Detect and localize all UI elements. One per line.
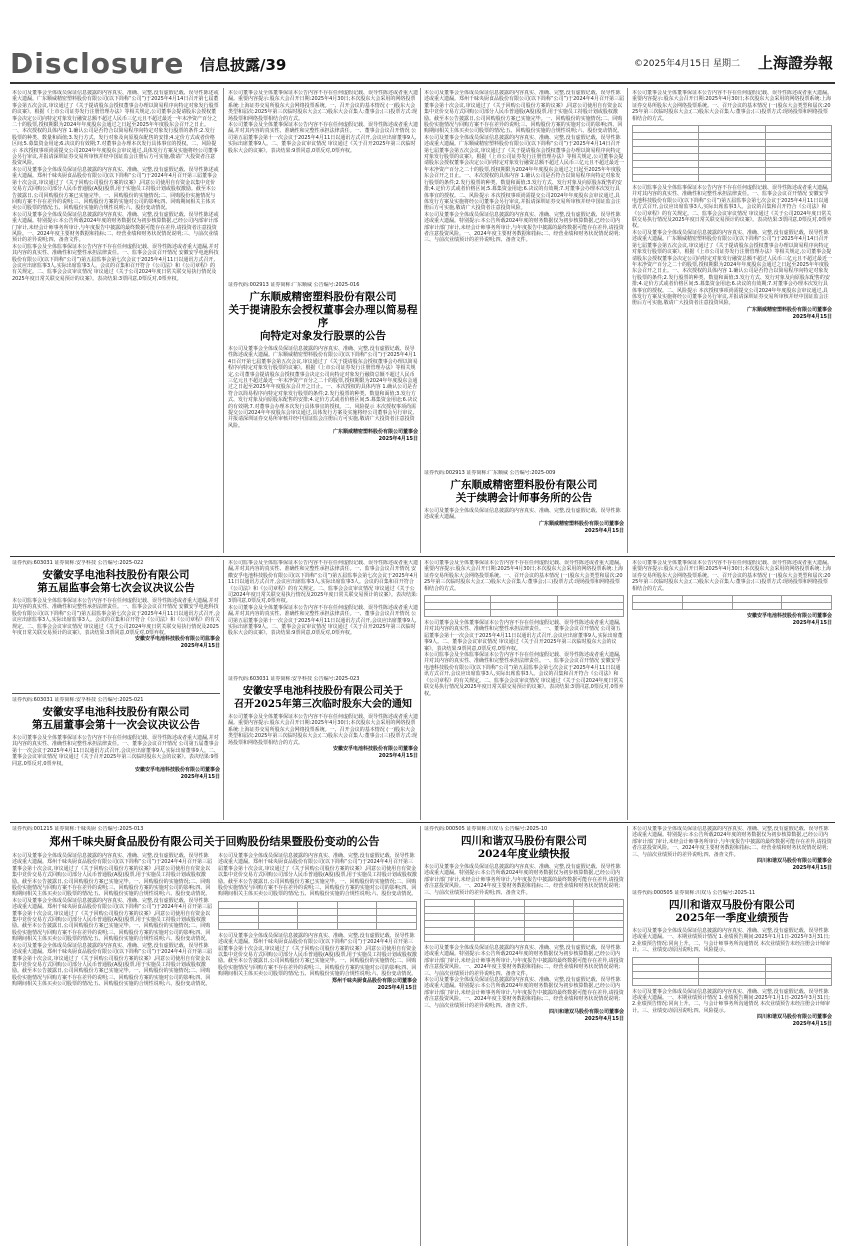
- article-body: 本公司及董事会全体成员保证信息披露的内容真实、准确、完整,没有虚假记载、误导性陈述或重大遗漏。特别提示:本公告所载2024年度的财务数据仅为初步核算数据,已经公司内部审计部门审计,未经会计师事务所审计,与年度报告中披露的最终数据可能存在差异,请投资者注意投资风险。一、2024年度主要财务数据和指标;二、经营业绩和财务状况情况说明;三、与前次业绩预计的差异说明;四、备查文件。: [424, 977, 624, 1009]
- article-body: 本公司及董事会全体成员保证信息披露的内容真实、准确、完整,没有虚假记载、误导性陈述或重大遗漏。广东顺威精密塑料股份有限公司(以下简称“公司”)于2025年4月14日召开第七届董事会第五次会议,审议通过了《关于提请股东会授权董事会办理以简易程序向特定对象发行股票的议案》。根据《上市公司证券发行注册管理办法》等相关规定,公司董事会提请股东会授权董事会决定公司向特定对象发行融资总额不超过人民币三亿元且不超过最近一年末净资产百分之二十的股票,授权期限为2024年年度股东会通过之日起至2025年年度股东会召开之日止。一、本次授权的具体内容 1.确认公司是否符合以简易程序向特定对象发行股票的条件;2.发行股票的种类、数量和面值;3.发行方式、发行对象及向原股东配售的安排;4.定价方式或者价格区间;5.募集资金用途;6.决议的有效期;7.对董事会办理本次发行具体事宜的授权。二、风险提示 本次授权事项尚需提交公司2024年年度股东会审议通过,具体发行方案及实施将经公司董事会另行审议,并报请深圳证券交易所审核并经中国证监会注册后方可实施,敬请广大投资者注意投资风险。: [632, 229, 832, 307]
- article-body: 本公司董事会及全体董事保证本公告内容不存在任何虚假记载、误导性陈述或者重大遗漏,并对其内容的真实性、准确性和完整性承担法律责任。一、董事会会议召开情况 公司第五届董事会第十一次会议于2025年4月11日以通讯方式召开,会议应出席董事9人,实际出席董事9人。二、董事会会议审议情况 审议通过《关于召开2025年第三次临时股东大会的议案》。表决结果:9票同意,0票反对,0票弃权。: [228, 604, 418, 637]
- issue-date: ©2025年4月15日 星期二: [634, 59, 740, 69]
- article-header: 证券代码:002913 证券简称:广东顺威 公告编号:2025-016: [228, 282, 360, 288]
- article-header: 证券代码:001215 证券简称:千味央厨 公告编号:2025-013: [12, 826, 144, 832]
- article-signature: 四川和谐双马股份有限公司董事会 2025年4月15日: [548, 1009, 624, 1023]
- article-body: 本公司及董事会全体成员保证信息披露的内容真实、准确、完整,没有虚假记载、误导性陈述或重大遗漏。郑州千味央厨食品股份有限公司(以下简称“公司”)于2024年4月召开第三届董事会第十次会议,审议通过了《关于回购公司股份方案的议案》,同意公司使用自有资金以集中竞价交易方式回购公司部分人民币普通股(A股)股票,用于实施员工持股计划或股权激励。截至本公告披露日,公司回购股份方案已实施完毕。一、回购股份的实施情况;二、回购股份实施情况与回购方案不存在差异的说明;三、回购股份方案的实施对公司的影响;四、回购期间相关主体买卖公司股票的情况;五、回购股份实施的合规性说明;六、股份变动情况。: [424, 90, 624, 135]
- article-title: 广东顺威精密塑料股份有限公司 关于续聘会计师事务所的公告: [450, 479, 598, 504]
- article-body: 本公司监事会及全体监事保证本公告内容不存在任何虚假记载、误导性陈述或者重大遗漏,并对其内容的真实性、准确性和完整性承担法律责任。一、监事会会议召开情况 安徽安孚电池科技股份有限公司(以下简称“公司”)第五届监事会第七次会议于2025年4月11日以通讯方式召开,会议应出席监事3人,实际出席监事3人。会议的召集和召开符合《公司法》和《公司章程》的有关规定。二、监事会会议审议情况 审议通过《关于公司2024年度日常关联交易执行情况及2025年度日常关联交易预计的议案》。表决结果:3票同意,0票反对,0票弃权。: [12, 243, 219, 282]
- article-body: 本公司及董事会全体成员保证信息披露的内容真实、准确、完整,没有虚假记载、误导性陈述或重大遗漏。郑州千味央厨食品股份有限公司(以下简称“公司”)于2024年4月召开第三届董事会第十次会议,审议通过了《关于回购公司股份方案的议案》,同意公司使用自有资金以集中竞价交易方式回购公司部分人民币普通股(A股)股票,用于实施员工持股计划或股权激励。截至本公告披露日,公司回购股份方案已实施完毕。一、回购股份的实施情况;二、回购股份实施情况与回购方案不存在差异的说明;三、回购股份方案的实施对公司的影响;四、回购期间相关主体买卖公司股票的情况;五、回购股份实施的合规性说明;六、股份变动情况。: [12, 897, 212, 943]
- column-divider: [627, 560, 628, 820]
- article-body: 本公司及董事会全体成员保证信息披露的内容真实、准确、完整,没有虚假记载、误导性陈述或重大遗漏。特别提示:本公告所载2024年度的财务数据仅为初步核算数据,已经公司内部审计部门审计,未经会计师事务所审计,与年度报告中披露的最终数据可能存在差异,请投资者注意投资风险。一、2024年度主要财务数据和指标;二、经营业绩和财务状况情况说明;三、与前次业绩预计的差异说明;四、备查文件。: [632, 826, 832, 858]
- article-body: 本公司及董事会全体成员保证信息披露的内容真实、准确、完整,没有虚假记载、误导性陈述或重大遗漏。郑州千味央厨食品股份有限公司(以下简称“公司”)于2024年4月召开第三届董事会第十次会议,审议通过了《关于回购公司股份方案的议案》,同意公司使用自有资金以集中竞价交易方式回购公司部分人民币普通股(A股)股票,用于实施员工持股计划或股权激励。截至本公告披露日,公司回购股份方案已实施完毕。一、回购股份的实施情况;二、回购股份实施情况与回购方案不存在差异的说明;三、回购股份方案的实施对公司的影响;四、回购期间相关主体买卖公司股票的情况;五、回购股份实施的合规性说明;六、股份变动情况。: [12, 166, 219, 212]
- masthead: [10, 48, 835, 80]
- article-body: 本公司及董事会全体成员保证信息披露的内容真实、准确、完整,没有虚假记载、误导性陈述或重大遗漏。广东顺威精密塑料股份有限公司(以下简称“公司”)于2025年4月14日召开第七届董事会第五次会议,审议通过了《关于提请股东会授权董事会办理以简易程序向特定对象发行股票的议案》。根据《上市公司证券发行注册管理办法》等相关规定,公司董事会提请股东会授权董事会决定公司向特定对象发行融资总额不超过人民币三亿元且不超过最近一年末净资产百分之二十的股票,授权期限为2024年年度股东会通过之日起至2025年年度股东会召开之日止。一、本次授权的具体内容 1.确认公司是否符合以简易程序向特定对象发行股票的条件;2.发行股票的种类、数量和面值;3.发行方式、发行对象及向原股东配售的安排;4.定价方式或者价格区间;5.募集资金用途;6.决议的有效期;7.对董事会办理本次发行具体事宜的授权。二、风险提示 本次授权事项尚需提交公司2024年年度股东会审议通过,具体发行方案及实施将经公司董事会另行审议,并报请深圳证券交易所审核并经中国证监会注册后方可实施,敬请广大投资者注意投资风险。: [228, 346, 418, 429]
- article-body: 本公司及董事会全体成员保证信息披露的内容真实、准确、完整,没有虚假记载、误导性陈述或重大遗漏。郑州千味央厨食品股份有限公司(以下简称“公司”)于2024年4月召开第三届董事会第十次会议,审议通过了《关于回购公司股份方案的议案》,同意公司使用自有资金以集中竞价交易方式回购公司部分人民币普通股(A股)股票,用于实施员工持股计划或股权激励。截至本公告披露日,公司回购股份方案已实施完毕。一、回购股份的实施情况;二、回购股份实施情况与回购方案不存在差异的说明;三、回购股份方案的实施对公司的影响;四、回购期间相关主体买卖公司股票的情况;五、回购股份实施的合规性说明;六、股份变动情况。: [12, 942, 212, 988]
- article-body: 本公司董事会及全体董事保证本公告内容不存在任何虚假记载、误导性陈述或者重大遗漏。重要内容提示:股东大会召开日期:2025年4月30日;本次股东大会采用的网络投票系统:上海证券交易所股东大会网络投票系统。一、召开会议的基本情况 (一)股东大会类型和届次:2025年第三次临时股东大会;(二)股东大会召集人:董事会;(三)投票方式:现场投票和网络投票相结合的方式。: [228, 90, 418, 122]
- article-body: 本公司监事会及全体监事保证本公告内容不存在任何虚假记载、误导性陈述或者重大遗漏,并对其内容的真实性、准确性和完整性承担法律责任。一、监事会会议召开情况 安徽安孚电池科技股份有限公司(以下简称“公司”)第五届监事会第七次会议于2025年4月11日以通讯方式召开,会议应出席监事3人,实际出席监事3人。会议的召集和召开符合《公司法》和《公司章程》的有关规定。二、监事会会议审议情况 审议通过《关于公司2024年度日常关联交易执行情况及2025年度日常关联交易预计的议案》。表决结果:3票同意,0票反对,0票弃权。: [632, 185, 832, 230]
- article-body: 本公司及董事会全体成员保证信息披露的内容真实、准确、完整,没有虚假记载、误导性陈述或重大遗漏。特别提示:本公告所载2024年度的财务数据仅为初步核算数据,已经公司内部审计部门审计,未经会计师事务所审计,与年度报告中披露的最终数据可能存在差异,请投资者注意投资风险。一、2024年度主要财务数据和指标;二、经营业绩和财务状况情况说明;三、与前次业绩预计的差异说明;四、备查文件。: [424, 864, 624, 896]
- article-continuation: [228, 560, 418, 672]
- share-change-table: [218, 901, 417, 930]
- article-body: 本公司及董事会全体成员保证信息披露的内容真实、准确、完整,没有虚假记载、误导性陈述或重大遗漏。广东顺威精密塑料股份有限公司(以下简称“公司”)于2025年4月14日召开第七届董事会第五次会议,审议通过了《关于提请股东会授权董事会办理以简易程序向特定对象发行股票的议案》。根据《上市公司证券发行注册管理办法》等相关规定,公司董事会提请股东会授权董事会决定公司向特定对象发行融资总额不超过人民币三亿元且不超过最近一年末净资产百分之二十的股票,授权期限为2024年年度股东会通过之日起至2025年年度股东会召开之日止。一、本次授权的具体内容 1.确认公司是否符合以简易程序向特定对象发行股票的条件;2.发行股票的种类、数量和面值;3.发行方式、发行对象及向原股东配售的安排;4.定价方式或者价格区间;5.募集资金用途;6.决议的有效期;7.对董事会办理本次发行具体事宜的授权。二、风险提示 本次授权事项尚需提交公司2024年年度股东会审议通过,具体发行方案及实施将经公司董事会另行审议,并报请深圳证券交易所审核并经中国证监会注册后方可实施,敬请广大投资者注意投资风险。: [12, 90, 219, 167]
- article-signature: 四川和谐双马股份有限公司董事会 2025年4月15日: [756, 1014, 832, 1028]
- article-title: 四川和谐双马股份有限公司 2024年度业绩快报: [461, 835, 587, 860]
- article-title: 安徽安孚电池科技股份有限公司 第五届董事会第十一次会议决议公告: [32, 706, 200, 731]
- article-continuation: [632, 560, 832, 818]
- article-header: 证券代码:002913 证券简称:广东顺威 公告编号:2025-009: [424, 470, 556, 476]
- article-header: 证券代码:000505 证券简称:川双马 公告编号:2025-11: [632, 890, 756, 896]
- article-signature: 四川和谐双马股份有限公司董事会 2025年4月15日: [756, 858, 832, 872]
- column-divider: [223, 88, 224, 553]
- forecast-table: [632, 957, 832, 986]
- article-body: 本公司监事会及全体监事保证本公告内容不存在任何虚假记载、误导性陈述或者重大遗漏,并对其内容的真实性、准确性和完整性承担法律责任。一、监事会会议召开情况 安徽安孚电池科技股份有限公司(以下简称“公司”)第五届监事会第七次会议于2025年4月11日以通讯方式召开,会议应出席监事3人,实际出席监事3人。会议的召集和召开符合《公司法》和《公司章程》的有关规定。二、监事会会议审议情况 审议通过《关于公司2024年度日常关联交易执行情况及2025年度日常关联交易预计的议案》。表决结果:3票同意,0票反对,0票弃权。: [12, 598, 220, 637]
- article-qianwei-buyback: [12, 826, 417, 1246]
- masthead-rule: [10, 82, 835, 84]
- article-body: 本公司及董事会全体成员保证信息披露的内容真实、准确、完整,没有虚假记载、误导性陈述或重大遗漏。一、本期业绩预计情况 1.业绩预告期间:2025年1月1日-2025年3月31日;2.业绩预告情况:同向上升。二、与会计师事务所沟通情况 本次业绩预告未经注册会计师审计。三、业绩变动原因说明;四、风险提示。: [632, 928, 831, 954]
- column-divider: [627, 88, 628, 553]
- article-preamble: [228, 90, 418, 275]
- article-body: 本公司董事会及全体董事保证本公告内容不存在任何虚假记载、误导性陈述或者重大遗漏。重要内容提示:股东大会召开日期:2025年4月30日;本次股东大会采用的网络投票系统:上海证券交易所股东大会网络投票系统。一、召开会议的基本情况 (一)股东大会类型和届次:2025年第三次临时股东大会;(二)股东大会召集人:董事会;(三)投票方式:现场投票和网络投票相结合的方式。: [632, 560, 832, 592]
- article-title: 安徽安孚电池科技股份有限公司关于 召开2025年第三次临时股东大会的通知: [234, 686, 412, 710]
- data-table: [632, 125, 832, 182]
- column-divider: [420, 560, 421, 820]
- article-body: 本公司及董事会全体成员保证信息披露的内容真实、准确、完整,没有虚假记载、误导性陈述或重大遗漏。郑州千味央厨食品股份有限公司(以下简称“公司”)于2024年4月召开第三届董事会第十次会议,审议通过了《关于回购公司股份方案的议案》,同意公司使用自有资金以集中竞价交易方式回购公司部分人民币普通股(A股)股票,用于实施员工持股计划或股权激励。截至本公告披露日,公司回购股份方案已实施完毕。一、回购股份的实施情况;二、回购股份实施情况与回购方案不存在差异的说明;三、回购股份方案的实施对公司的影响;四、回购期间相关主体买卖公司股票的情况;五、回购股份实施的合规性说明;六、股份变动情况。: [12, 853, 212, 898]
- article-body: 本公司监事会及全体监事保证本公告内容不存在任何虚假记载、误导性陈述或者重大遗漏,并对其内容的真实性、准确性和完整性承担法律责任。一、监事会会议召开情况 安徽安孚电池科技股份有限公司(以下简称“公司”)第五届监事会第七次会议于2025年4月11日以通讯方式召开,会议应出席监事3人,实际出席监事3人。会议的召集和召开符合《公司法》和《公司章程》的有关规定。二、监事会会议审议情况 审议通过《关于公司2024年度日常关联交易执行情况及2025年度日常关联交易预计的议案》。表决结果:3票同意,0票反对,0票弃权。: [424, 652, 624, 697]
- article-header: 证券代码:603031 证券简称:安孚科技 公告编号:2025-021: [12, 697, 144, 703]
- article-signature: 广东顺威精密塑料股份有限公司董事会 2025年4月15日: [746, 306, 832, 320]
- article-header: 证券代码:603031 证券简称:安孚科技 公告编号:2025-023: [228, 676, 360, 682]
- column-divider: [420, 88, 421, 553]
- article-body: 本公司及董事会全体成员保证信息披露的内容真实、准确、完整,没有虚假记载、误导性陈述或重大遗漏。一、本期业绩预计情况 1.业绩预告期间:2025年1月1日-2025年3月31日;2.业绩预告情况:同向上升。二、与会计师事务所沟通情况 本次业绩预告未经注册会计师审计。三、业绩变动原因说明;四、风险提示。: [632, 988, 831, 1014]
- wordmark: Disclosure: [10, 47, 185, 80]
- article-shuangma-forecast: [632, 890, 832, 1246]
- article-signature: 安徽安孚电池科技股份有限公司董事会 2025年4月15日: [332, 746, 418, 760]
- article-continuation: [632, 90, 832, 550]
- article-title: 四川和谐双马股份有限公司 2025年一季度业绩预告: [669, 899, 795, 924]
- article-header: 证券代码:603031 证券简称:安孚科技 公告编号:2025-022: [12, 560, 144, 566]
- article-body: 本公司及董事会全体成员保证信息披露的内容真实、准确、完整,没有虚假记载、误导性陈述或重大遗漏。广东顺威精密塑料股份有限公司(以下简称“公司”)于2025年4月14日召开第七届董事会第五次会议,审议通过了《关于提请股东会授权董事会办理以简易程序向特定对象发行股票的议案》。根据《上市公司证券发行注册管理办法》等相关规定,公司董事会提请股东会授权董事会决定公司向特定对象发行融资总额不超过人民币三亿元且不超过最近一年末净资产百分之二十的股票,授权期限为2024年年度股东会通过之日起至2025年年度股东会召开之日止。一、本次授权的具体内容 1.确认公司是否符合以简易程序向特定对象发行股票的条件;2.发行股票的种类、数量和面值;3.发行方式、发行对象及向原股东配售的安排;4.定价方式或者价格区间;5.募集资金用途;6.决议的有效期;7.对董事会办理本次发行具体事宜的授权。二、风险提示 本次授权事项尚需提交公司2024年年度股东会审议通过,具体发行方案及实施将经公司董事会另行审议,并报请深圳证券交易所审核并经中国证监会注册后方可实施,敬请广大投资者注意投资风险。: [424, 134, 624, 212]
- article-shunwei-auditor: [424, 470, 624, 552]
- section-rule: [10, 822, 835, 823]
- column-divider: [627, 826, 628, 1246]
- article-body: 本公司及董事会全体成员保证信息披露的内容真实、准确、完整,没有虚假记载、误导性陈述或重大遗漏。郑州千味央厨食品股份有限公司(以下简称“公司”)于2024年4月召开第三届董事会第十次会议,审议通过了《关于回购公司股份方案的议案》,同意公司使用自有资金以集中竞价交易方式回购公司部分人民币普通股(A股)股票,用于实施员工持股计划或股权激励。截至本公告披露日,公司回购股份方案已实施完毕。一、回购股份的实施情况;二、回购股份实施情况与回购方案不存在差异的说明;三、回购股份方案的实施对公司的影响;四、回购期间相关主体买卖公司股票的情况;五、回购股份实施的合规性说明;六、股份变动情况。: [218, 853, 417, 898]
- article-shunwei-simplified: [228, 282, 418, 550]
- newspaper-name: 上海證券報: [757, 54, 833, 72]
- article-continuation: [12, 90, 219, 550]
- article-body: 本公司董事会及全体董事保证本公告内容不存在任何虚假记载、误导性陈述或者重大遗漏。重要内容提示:股东大会召开日期:2025年4月30日;本次股东大会采用的网络投票系统:上海证券交易所股东大会网络投票系统。一、召开会议的基本情况 (一)股东大会类型和届次:2025年第三次临时股东大会;(二)股东大会召集人:董事会;(三)投票方式:现场投票和网络投票相结合的方式。: [228, 714, 418, 746]
- article-body: 本公司及董事会全体成员保证信息披露的内容真实、准确、完整,没有虚假记载、误导性陈述或重大遗漏。: [424, 508, 621, 521]
- proxy-table: [632, 595, 832, 610]
- article-rule: [12, 693, 220, 694]
- article-continuation: [632, 826, 832, 886]
- column-divider: [420, 826, 421, 1246]
- proposal-table: [424, 595, 624, 617]
- financial-table: [424, 899, 624, 942]
- article-body: 本公司董事会及全体董事保证本公告内容不存在任何虚假记载、误导性陈述或者重大遗漏,并对其内容的真实性、准确性和完整性承担法律责任。一、董事会会议召开情况 公司第五届董事会第十一次会议于2025年4月11日以通讯方式召开,会议应出席董事9人,实际出席董事9人。二、董事会会议审议情况 审议通过《关于召开2025年第三次临时股东大会的议案》。表决结果:9票同意,0票反对,0票弃权。: [12, 735, 219, 767]
- article-signature: 广东顺威精密塑料股份有限公司董事会 2025年4月15日: [538, 520, 624, 534]
- section-rule: [10, 556, 835, 557]
- article-body: 本公司监事会及全体监事保证本公告内容不存在任何虚假记载、误导性陈述或者重大遗漏,并对其内容的真实性、准确性和完整性承担法律责任。一、监事会会议召开情况 安徽安孚电池科技股份有限公司(以下简称“公司”)第五届监事会第七次会议于2025年4月11日以通讯方式召开,会议应出席监事3人,实际出席监事3人。会议的召集和召开符合《公司法》和《公司章程》的有关规定。二、监事会会议审议情况 审议通过《关于公司2024年度日常关联交易执行情况及2025年度日常关联交易预计的议案》。表决结果:3票同意,0票反对,0票弃权。: [228, 560, 418, 605]
- article-body: 本公司董事会及全体董事保证本公告内容不存在任何虚假记载、误导性陈述或者重大遗漏,并对其内容的真实性、准确性和完整性承担法律责任。一、董事会会议召开情况 公司第五届董事会第十一次会议于2025年4月11日以通讯方式召开,会议应出席董事9人,实际出席董事9人。二、董事会会议审议情况 审议通过《关于召开2025年第三次临时股东大会的议案》。表决结果:9票同意,0票反对,0票弃权。: [228, 122, 418, 154]
- article-body: 本公司及董事会全体成员保证信息披露的内容真实、准确、完整,没有虚假记载、误导性陈述或重大遗漏。特别提示:本公告所载2024年度的财务数据仅为初步核算数据,已经公司内部审计部门审计,未经会计师事务所审计,与年度报告中披露的最终数据可能存在差异,请投资者注意投资风险。一、2024年度主要财务数据和指标;二、经营业绩和财务状况情况说明;三、与前次业绩预计的差异说明;四、备查文件。: [12, 211, 219, 244]
- article-anfu-board: [12, 697, 220, 819]
- article-shuangma-express: [424, 826, 624, 1246]
- article-body: 本公司董事会及全体董事保证本公告内容不存在任何虚假记载、误导性陈述或者重大遗漏。重要内容提示:股东大会召开日期:2025年4月30日;本次股东大会采用的网络投票系统:上海证券交易所股东大会网络投票系统。一、召开会议的基本情况 (一)股东大会类型和届次:2025年第三次临时股东大会;(二)股东大会召集人:董事会;(三)投票方式:现场投票和网络投票相结合的方式。: [632, 90, 832, 122]
- article-body: 本公司及董事会全体成员保证信息披露的内容真实、准确、完整,没有虚假记载、误导性陈述或重大遗漏。郑州千味央厨食品股份有限公司(以下简称“公司”)于2024年4月召开第三届董事会第十次会议,审议通过了《关于回购公司股份方案的议案》,同意公司使用自有资金以集中竞价交易方式回购公司部分人民币普通股(A股)股票,用于实施员工持股计划或股权激励。截至本公告披露日,公司回购股份方案已实施完毕。一、回购股份的实施情况;二、回购股份实施情况与回购方案不存在差异的说明;三、回购股份方案的实施对公司的影响;四、回购期间相关主体买卖公司股票的情况;五、回购股份实施的合规性说明;六、股份变动情况。: [218, 932, 417, 978]
- article-title: 安徽安孚电池科技股份有限公司 第五届监事会第七次会议决议公告: [37, 569, 195, 594]
- article-signature: 安徽安孚电池科技股份有限公司董事会 2025年4月15日: [746, 613, 832, 627]
- article-signature: 安徽安孚电池科技股份有限公司董事会 2025年4月15日: [134, 767, 220, 781]
- article-continuation: [424, 560, 624, 818]
- article-signature: 安徽安孚电池科技股份有限公司监事会 2025年4月15日: [134, 636, 220, 650]
- article-signature: 广东顺威精密塑料股份有限公司董事会 2025年4月15日: [332, 429, 418, 443]
- article-signature: 郑州千味央厨食品股份有限公司董事会 2025年4月15日: [331, 977, 417, 991]
- article-anfu-egm: [228, 676, 418, 819]
- article-body: 本公司董事会及全体董事保证本公告内容不存在任何虚假记载、误导性陈述或者重大遗漏。重要内容提示:股东大会召开日期:2025年4月30日;本次股东大会采用的网络投票系统:上海证券交易所股东大会网络投票系统。一、召开会议的基本情况 (一)股东大会类型和届次:2025年第三次临时股东大会;(二)股东大会召集人:董事会;(三)投票方式:现场投票和网络投票相结合的方式。: [424, 560, 624, 592]
- article-anfu-supervisors: [12, 560, 220, 690]
- article-continuation: [424, 90, 624, 465]
- article-title: 广东顺威精密塑料股份有限公司 关于提请股东会授权董事会办理以简易程序 向特定对象发行股票的公告: [228, 291, 418, 342]
- column-divider: [223, 560, 224, 820]
- article-body: 本公司董事会及全体董事保证本公告内容不存在任何虚假记载、误导性陈述或者重大遗漏,并对其内容的真实性、准确性和完整性承担法律责任。一、董事会会议召开情况 公司第五届董事会第十一次会议于2025年4月11日以通讯方式召开,会议应出席董事9人,实际出席董事9人。二、董事会会议审议情况 审议通过《关于召开2025年第三次临时股东大会的议案》。表决结果:9票同意,0票反对,0票弃权。: [424, 620, 623, 652]
- article-body: 本公司及董事会全体成员保证信息披露的内容真实、准确、完整,没有虚假记载、误导性陈述或重大遗漏。特别提示:本公告所载2024年度的财务数据仅为初步核算数据,已经公司内部审计部门审计,未经会计师事务所审计,与年度报告中披露的最终数据可能存在差异,请投资者注意投资风险。一、2024年度主要财务数据和指标;二、经营业绩和财务状况情况说明;三、与前次业绩预计的差异说明;四、备查文件。: [424, 945, 624, 977]
- article-body: 本公司及董事会全体成员保证信息披露的内容真实、准确、完整,没有虚假记载、误导性陈述或重大遗漏。特别提示:本公告所载2024年度的财务数据仅为初步核算数据,已经公司内部审计部门审计,未经会计师事务所审计,与年度报告中披露的最终数据可能存在差异,请投资者注意投资风险。一、2024年度主要财务数据和指标;二、经营业绩和财务状况情况说明;三、与前次业绩预计的差异说明;四、备查文件。: [424, 211, 624, 244]
- page-section-title: 信息披露/39: [200, 56, 287, 74]
- article-header: 证券代码:000505 证券简称:川双马 公告编号:2025-10: [424, 826, 548, 832]
- article-title: 郑州千味央厨食品股份有限公司关于回购股份结果暨股份变动的公告: [49, 835, 380, 848]
